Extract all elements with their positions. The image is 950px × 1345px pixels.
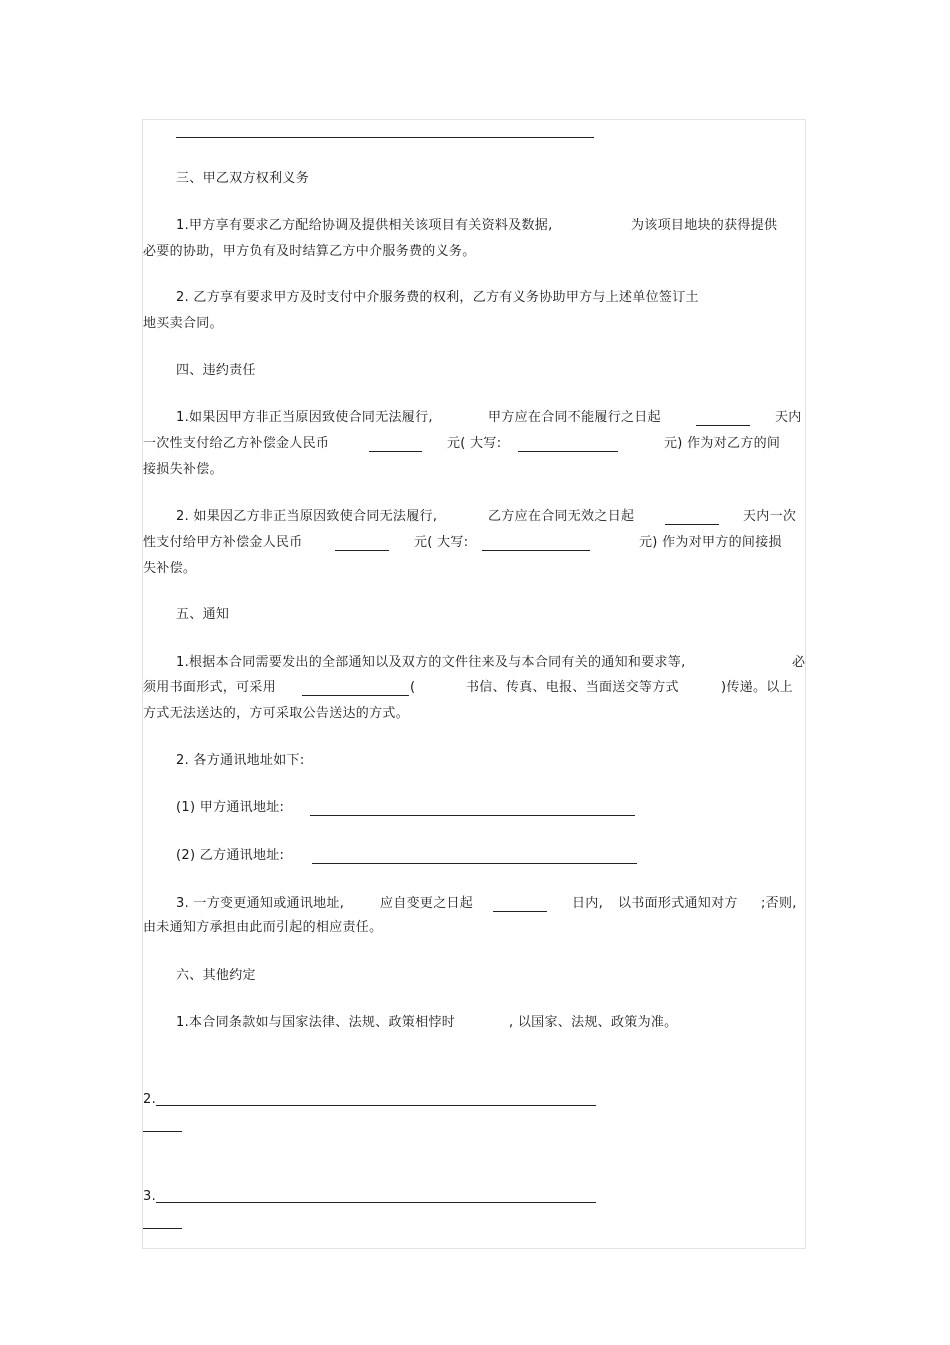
paragraph-line: 2. 乙方享有要求甲方及时支付中介服务费的权利，乙方有义务协助甲方与上述单位签订土	[176, 290, 699, 305]
paragraph-line: 须用书面形式，可采用	[143, 680, 277, 695]
paragraph-line: 2. 如果因乙方非正当原因致使合同无法履行,	[176, 509, 438, 524]
paragraph-line: 地买卖合同。	[143, 316, 223, 331]
section-heading: 六、其他约定	[176, 968, 256, 983]
blank-line	[302, 695, 409, 696]
blank-line	[143, 1228, 182, 1229]
paragraph-line: 方式无法送达的，方可采取公告送达的方式。	[143, 706, 410, 721]
address-label: (1) 甲方通讯地址:	[176, 800, 285, 815]
blank-line	[143, 1131, 182, 1132]
blank-line	[335, 550, 389, 551]
paragraph-line: 元( 大写:	[414, 535, 469, 550]
paragraph-line: 以书面形式通知对方	[618, 896, 738, 911]
paragraph-line: 必	[792, 655, 806, 670]
paragraph-line: 元) 作为对甲方的间接损	[639, 535, 782, 550]
paragraph-line: 天内一次	[743, 509, 797, 524]
blank-line	[493, 911, 547, 912]
paragraph-line: 日内,	[572, 896, 604, 911]
blank-line	[665, 524, 719, 525]
paragraph-line: 乙方应在合同无效之日起	[488, 509, 635, 524]
paragraph-line: 元) 作为对乙方的间	[664, 436, 781, 451]
blank-line	[156, 1105, 596, 1106]
paragraph-line: 一次性支付给乙方补偿金人民币	[143, 436, 330, 451]
paragraph-line: (	[410, 680, 416, 695]
paragraph-line: , 以国家、法规、政策为准。	[509, 1015, 678, 1030]
blank-line	[482, 550, 590, 551]
address-label: (2) 乙方通讯地址:	[176, 848, 285, 863]
blank-line	[518, 451, 618, 452]
paragraph-line: 书信、传真、电报、当面送交等方式	[466, 680, 679, 695]
paragraph-line: 甲方应在合同不能履行之日起	[488, 410, 661, 425]
address-blank	[310, 815, 635, 816]
paragraph-line: ;否则,	[761, 896, 797, 911]
blank-line	[369, 451, 422, 452]
paragraph-line: )传递。以上	[721, 680, 793, 695]
section-heading: 四、违约责任	[176, 363, 256, 378]
paragraph-line: 由未通知方承担由此而引起的相应责任。	[143, 920, 383, 935]
paragraph-line: 天内	[775, 410, 802, 425]
blank-line	[156, 1202, 596, 1203]
paragraph-line: 应自变更之日起	[380, 896, 474, 911]
paragraph-line: 必要的协助，甲方负有及时结算乙方中介服务费的义务。	[143, 244, 476, 259]
paragraph-line: 性支付给甲方补偿金人民币	[143, 535, 303, 550]
blank-line	[176, 137, 594, 138]
address-blank	[312, 863, 637, 864]
paragraph-line: 1.甲方享有要求乙方配给协调及提供相关该项目有关资料及数据,	[176, 218, 553, 233]
paragraph-line: 为该项目地块的获得提供	[631, 218, 778, 233]
paragraph-line: 2. 各方通讯地址如下:	[176, 753, 305, 768]
paragraph-line: 1.如果因甲方非正当原因致使合同无法履行,	[176, 410, 433, 425]
section-heading: 三、甲乙双方权利义务	[176, 171, 310, 186]
blank-line	[696, 425, 750, 426]
clause-number: 2.	[143, 1092, 157, 1107]
paragraph-line: 元( 大写:	[447, 436, 502, 451]
paragraph-line: 3. 一方变更通知或通讯地址,	[176, 896, 345, 911]
section-heading: 五、通知	[176, 607, 230, 622]
clause-number: 3.	[143, 1189, 157, 1204]
paragraph-line: 1.本合同条款如与国家法律、法规、政策相悖时	[176, 1015, 456, 1030]
paragraph-line: 失补偿。	[143, 561, 197, 576]
paragraph-line: 1.根据本合同需要发出的全部通知以及双方的文件往来及与本合同有关的通知和要求等,	[176, 655, 686, 670]
paragraph-line: 接损失补偿。	[143, 462, 223, 477]
